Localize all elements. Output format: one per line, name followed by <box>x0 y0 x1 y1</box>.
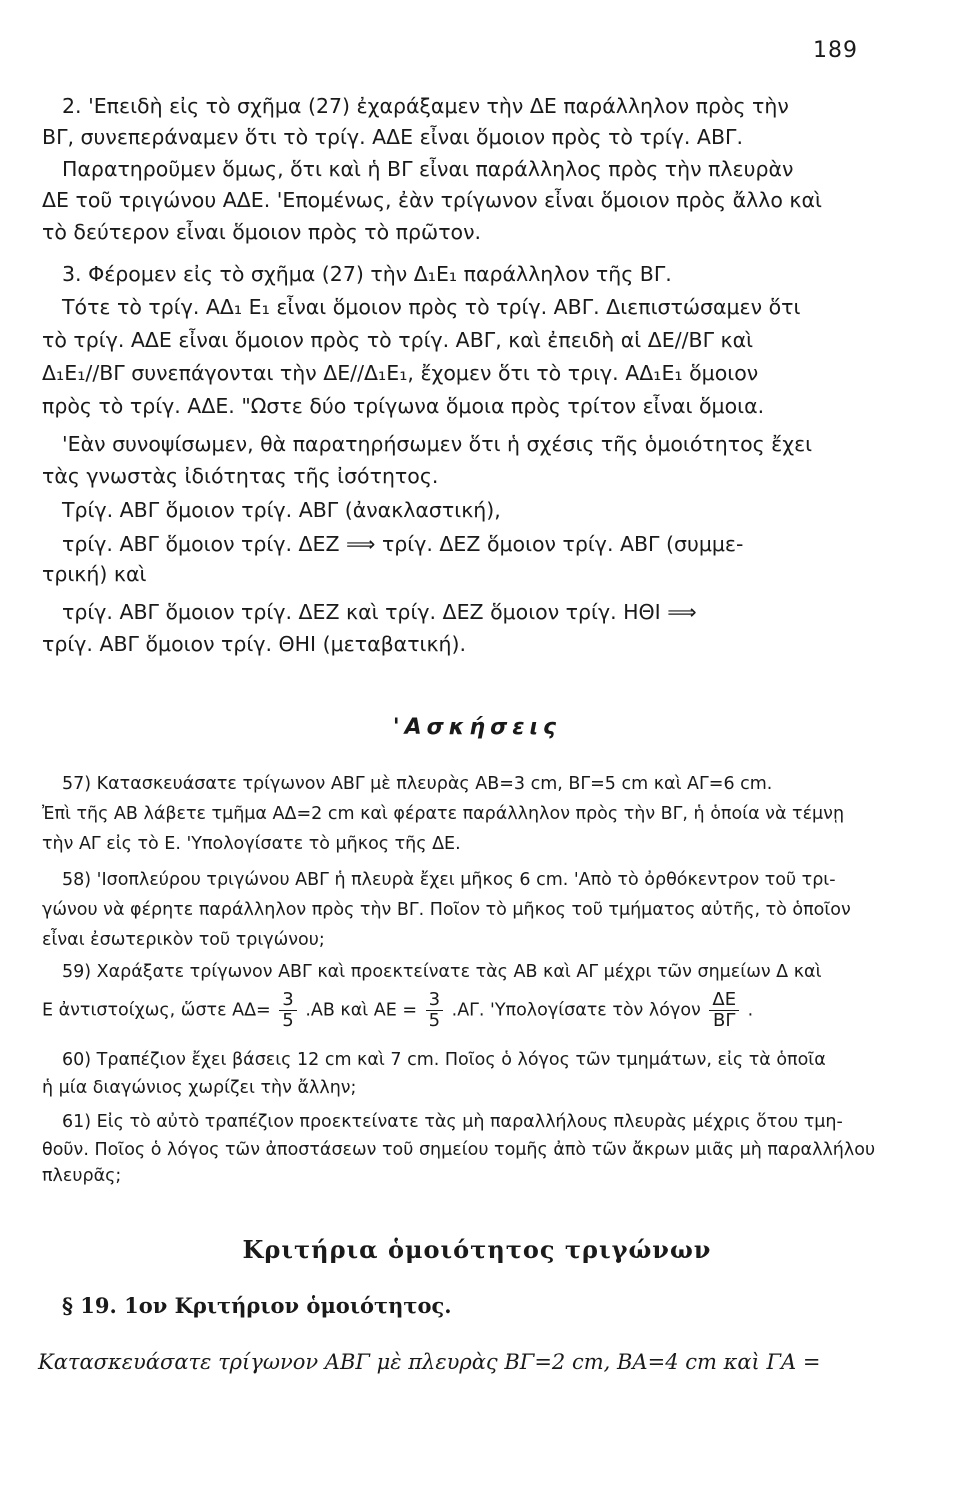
exercise-58-line: εἶναι ἐσωτερικὸν τοῦ τριγώνου; <box>42 930 325 950</box>
exercises-heading: 'Ασκήσεις <box>392 715 562 740</box>
fraction-3-5: $\frac{3}{5}$ <box>426 990 443 1031</box>
exercise-59-line: 59) Χαράξατε τρίγωνον ΑΒΓ καὶ προεκτείνατε τὰς ΑΒ καὶ ΑΓ μέχρι τῶν σημείων Δ καὶ <box>62 962 822 982</box>
page-number: 189 <box>813 38 858 63</box>
exercise-59-text: Ε ἀντιστοίχως, ὥστε ΑΔ= <box>42 1000 271 1021</box>
exercise-59-text: . <box>747 1000 754 1021</box>
section-heading: § 19. 1ον Κριτήριον ὁμοιότητος. <box>62 1293 452 1318</box>
exercise-61-line: 61) Εἰς τὸ αὐτὸ τραπέζιον προεκτείνατε τὰς μὴ παραλλήλους πλευρὰς μέχρις ὅτου τμη- <box>62 1112 843 1132</box>
text-line: Παρατηροῦμεν ὅμως, ὅτι καὶ ἡ ΒΓ εἶναι παράλληλος πρὸς τὴν πλευρὰν <box>62 157 794 181</box>
text-line: Τότε τὸ τρίγ. ΑΔ₁ Ε₁ εἶναι ὅμοιον πρὸς τὸ τρίγ. ΑΒΓ. Διεπιστώσαμεν ὅτι <box>62 295 801 319</box>
text-line: τρίγ. ΑΒΓ ὅμοιον τρίγ. ΔΕΖ καὶ τρίγ. ΔΕΖ ὅμοιον τρίγ. ΗΘΙ ⟹ <box>62 600 697 624</box>
text-line: πρὸς τὸ τρίγ. ΑΔΕ. "Ωστε δύο τρίγωνα ὅμοια πρὸς τρίτον εἶναι ὅμοια. <box>42 394 765 418</box>
text-line: τρίγ. ΑΒΓ ὅμοιον τρίγ. ΘΗΙ (μεταβατική). <box>42 632 467 656</box>
text-line: τὸ δεύτερον εἶναι ὅμοιον πρὸς τὸ πρῶτον. <box>42 220 482 244</box>
text-line: Δ₁Ε₁//ΒΓ συνεπάγονται τὴν ΔΕ//Δ₁Ε₁, ἔχομεν ὅτι τὸ τριγ. ΑΔ₁Ε₁ ὅμοιον <box>42 361 759 385</box>
text-line: 2. 'Επειδὴ εἰς τὸ σχῆμα (27) ἐχαράξαμεν τὴν ΔΕ παράλληλον πρὸς τὴν <box>62 94 789 118</box>
exercise-59-text: .ΑΓ. 'Υπολογίσατε τὸν λόγον <box>451 1000 701 1021</box>
exercise-59-text: .ΑΒ καὶ ΑΕ = <box>305 1000 418 1021</box>
exercise-61-line: πλευρᾶς; <box>42 1166 122 1186</box>
fraction-de-bg: $\frac{\Delta E}{B\Gamma}$ <box>709 990 739 1031</box>
fraction-3-5: $\frac{3}{5}$ <box>279 990 296 1031</box>
text-line: 3. Φέρομεν εἰς τὸ σχῆμα (27) τὴν Δ₁Ε₁ παράλληλον τῆς ΒΓ. <box>62 262 672 286</box>
exercise-60-line: 60) Τραπέζιον ἔχει βάσεις 12 cm καὶ 7 cm. Ποῖος ὁ λόγος τῶν τμημάτων, εἰς τὰ ὁποῖα <box>62 1050 826 1070</box>
text-line: ΔΕ τοῦ τριγώνου ΑΔΕ. 'Επομένως, ἐὰν τρίγωνον εἶναι ὅμοιον πρὸς ἄλλο καὶ <box>42 188 822 212</box>
exercise-59-line-fractions <box>42 990 884 1031</box>
exercise-57-line: 57) Κατασκευάσατε τρίγωνον ΑΒΓ μὲ πλευρὰς ΑΒ=3 cm, ΒΓ=5 cm καὶ ΑΓ=6 cm. <box>62 774 773 794</box>
text-line: 'Εὰν συνοψίσωμεν, θὰ παρατηρήσωμεν ὅτι ἡ σχέσις τῆς ὁμοιότητος ἔχει <box>62 432 813 456</box>
exercise-61-line: θοῦν. Ποῖος ὁ λόγος τῶν ἀποστάσεων τοῦ σημείου τομῆς ἀπὸ τῶν ἄκρων μιᾶς μὴ παραλλήλου <box>42 1140 876 1160</box>
exercise-57-line: τὴν ΑΓ εἰς τὸ Ε. 'Υπολογίσατε τὸ μῆκος τῆς ΔΕ. <box>42 834 461 854</box>
text-line: τὸ τρίγ. ΑΔΕ εἶναι ὅμοιον πρὸς τὸ τρίγ. ΑΒΓ, καὶ ἐπειδὴ αἱ ΔΕ//ΒΓ καὶ <box>42 328 754 352</box>
text-line: τὰς γνωστὰς ἰδιότητας τῆς ἰσότητος. <box>42 464 439 488</box>
criteria-title: Κριτήρια ὁμοιότητος τριγώνων <box>242 1235 712 1264</box>
text-line: Κατασκευάσατε τρίγωνον ΑΒΓ μὲ πλευρὰς ΒΓ=2 cm, ΒΑ=4 cm καὶ ΓΑ = <box>38 1350 821 1374</box>
exercise-57-line: Ἐπὶ τῆς ΑΒ λάβετε τμῆμα ΑΔ=2 cm καὶ φέρατε παράλληλον πρὸς τὴν ΒΓ, ἡ ὁποία νὰ τέμνῃ <box>42 804 845 824</box>
text-line: τρική) καὶ <box>42 562 147 586</box>
exercise-60-line: ἡ μία διαγώνιος χωρίζει τὴν ἄλλην; <box>42 1078 357 1098</box>
exercise-58-line: γώνου νὰ φέρητε παράλληλον πρὸς τὴν ΒΓ. Ποῖον τὸ μῆκος τοῦ τμήματος αὐτῆς, τὸ ὁποῖον <box>42 900 851 920</box>
exercise-58-line: 58) 'Ισοπλεύρου τριγώνου ΑΒΓ ἡ πλευρὰ ἔχει μῆκος 6 cm. 'Απὸ τὸ ὀρθόκεντρον τοῦ τρι- <box>62 870 836 890</box>
text-line: Τρίγ. ΑΒΓ ὅμοιον τρίγ. ΑΒΓ (ἀνακλαστική), <box>62 498 501 522</box>
text-line: ΒΓ, συνεπεράναμεν ὅτι τὸ τρίγ. ΑΔΕ εἶναι ὅμοιον πρὸς τὸ τρίγ. ΑΒΓ. <box>42 125 743 149</box>
text-line: τρίγ. ΑΒΓ ὅμοιον τρίγ. ΔΕΖ ⟹ τρίγ. ΔΕΖ ὅμοιον τρίγ. ΑΒΓ (συμμε- <box>62 532 744 556</box>
